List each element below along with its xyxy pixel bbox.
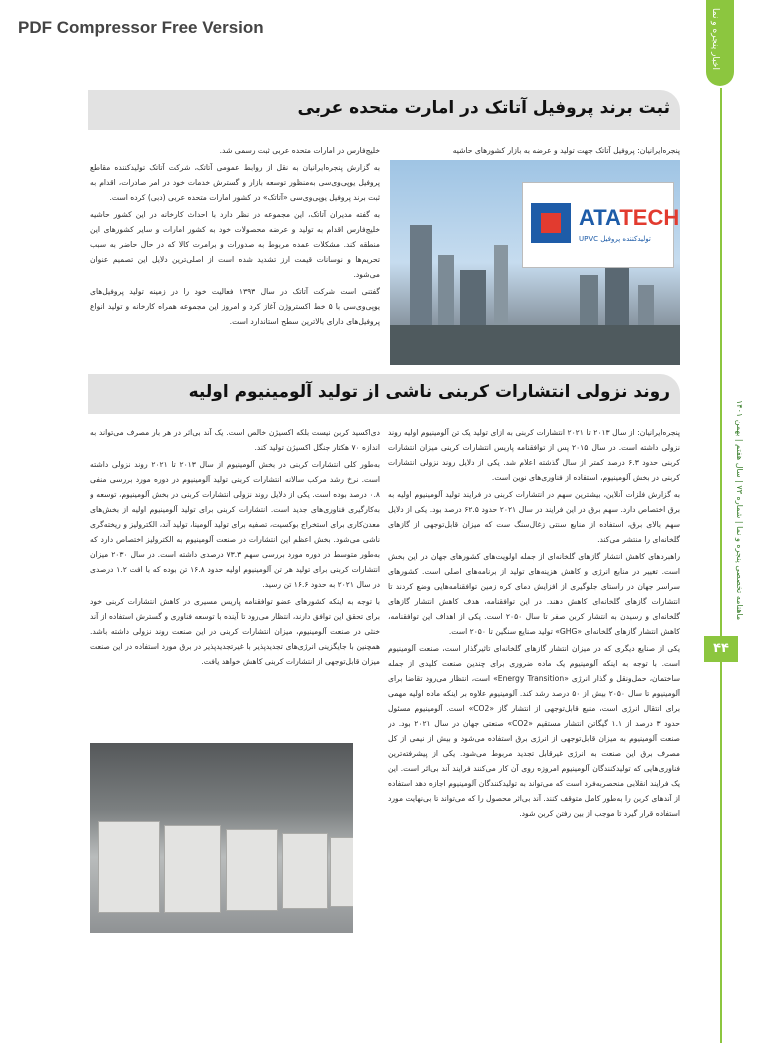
- issue-info: ماهنامه تخصصی پنجره و نما | شماره ۷۳ | سال هفتم | بهمن ۱۴۰۱: [735, 400, 744, 620]
- page-number: ۴۴: [704, 636, 738, 662]
- article1-paragraph: پنجره‌ایرانیان: پروفیل آتاتک جهت تولید و عرضه به بازار کشورهای حاشیه: [452, 146, 680, 155]
- article2-paragraph: راهبردهای کاهش انتشار گازهای گلخانه‌ای از جمله اولویت‌های کشورهای جهان در این بخش است. تغییر در منابع انرژی و کاهش هزینه‌های تولید از برنامه‌های اصلی است. کشورهای سراسر جهان در راستای جلوگیری از افزایش دمای کره زمین توافقنامه‌هایی وضع کردند تا انتشارات گازهای گلخانه‌ای کاهش دهند. در این توافقنامه، هدف کاهش انتشار گازهای گلخانه‌ای و رسیدن به انتشار کربن صفر تا سال ۲۰۵۰ است. یکی از اهداف این توافقنامه، کاهش انتشار گازهای گلخانه‌ای «GHG» تولید صنایع سنگین تا ۲۰۵۰ است.: [388, 552, 680, 636]
- article1-paragraph: گفتنی است شرکت آتاتک در سال ۱۳۹۳ فعالیت خود را در زمینه تولید پروفیل‌های یو‌پی‌وی‌سی با ۵ خط اکستروژن آغاز کرد و امروز این مجموعه همراه کارخانه و تولید انواع پروفیل‌های دارای بالاترین سطح استاندارد است.: [90, 287, 380, 326]
- machine: [164, 825, 221, 913]
- article2-paragraph: دی‌اکسید کربن نیست بلکه اکسیژن خالص است. یک آند بی‌اثر در هر بار مصرف می‌تواند به اندازه ۷۰ هکتار جنگل اکسیژن تولید کند.: [90, 428, 380, 452]
- machine: [330, 837, 353, 907]
- section-tab-label: اخبار پنجره و نما: [710, 8, 720, 70]
- article2-paragraph: به گزارش فلزات آنلاین، بیشترین سهم در انتشارات کربنی در فرایند تولید آلومینیوم اولیه به برق اختصاص دارد. سهم برق در این فرایند در سال ۲۰۲۱ حدود ۶۲.۵ درصد بود. یکی از دلایل سهم بالای برق، استفاده از منابع سنتی زغال‌سنگ ست که میزان قابل‌توجهی از گازهای گلخانه‌ای را منتشر می‌کند.: [388, 490, 680, 544]
- article1-paragraph: خلیج‌فارس در امارات متحده عربی ثبت رسمی شد.: [219, 146, 380, 155]
- article1-paragraph: به گفته مدیران آتاتک، این مجموعه در نظر دارد با احداث کارخانه در این کشور حاشیه خلیج‌فارس اقدام به تولید و عرضه محصولات خود به کشور امارات و سایر کشورهای این منطقه کند. مشکلات عمده مربوط به صدورات و برامرت کالا که در حال حاضر به سبب تحریم‌ها و نوسانات قیمت ارز تشدید شده است از اصلی‌ترین دلایل این تصمیم عنوان می‌شود.: [90, 210, 380, 279]
- logo-mark-icon: [531, 203, 571, 243]
- article1-title: ثبت برند پروفیل آتاتک در امارت متحده عربی: [297, 98, 670, 118]
- dubai-skyline-photo: [390, 160, 680, 365]
- article2-title-bar: [88, 374, 680, 414]
- atatech-logo: [522, 182, 680, 268]
- article2-title: روند نزولی انتشارات کربنی ناشی از تولید آلومینیوم اولیه: [188, 382, 670, 402]
- machine: [98, 821, 160, 913]
- article2-paragraph: پنجره‌ایرانیان: از سال ۲۰۱۳ تا ۲۰۲۱ انتشارات کربنی به ازای تولید یک تن آلومینیوم اولیه روند نزولی داشته است. در سال ۲۰۱۵ پس از توافقنامه پاریس انتشارات کربنی میزان انتشارات کربنی حدود ۶.۳ درصد کمتر از سال گذشته اعلام شد. یکی از دلایل روند نزولی انتشارات کربنی در بخش آلومینیوم، استفاده از فناوری‌های نوین است.: [388, 428, 680, 482]
- logo-wordmark-ata: ATA: [579, 205, 620, 230]
- aluminium-factory-photo: [90, 743, 353, 933]
- article1-lead: [390, 143, 680, 159]
- side-divider: [720, 88, 722, 1043]
- article2-paragraph: یکی از صنایع دیگری که در میزان انتشار گازهای گلخانه‌ای تاثیرگذار است، صنعت آلومینیوم است. با توجه به اینکه آلومینیوم یک ماده ضروری برای چندین صنعت کلیدی از جمله ساختمان، حمل‌ونقل و گذار انرژی «Energy Transition» است، انتظار می‌رود تقاضا برای آلومینیوم تا سال ۲۰۵۰ بیش از ۵۰ درصد رشد کند. آلومینیوم علاوه بر اینکه ماده اولیه مهمی برای انتقال انرژی است، منبع قابل‌توجهی از انتشار گاز «CO2» است. آلومینیوم مسئول حدود ۳ درصد از ۱.۱ گیگاتن انتشار مستقیم «CO2» صنعتی جهان در سال ۲۰۲۱ بود. در صنعت آلومینیوم به میزان قابل‌توجهی از انرژی برق استفاده می‌شود و بیش از نیمی از کل مصرف برق این صنعت به انرژی غیرقابل تجدید مربوط می‌شود. یکی از پیشرفته‌ترین فناوری‌هایی که تولیدکنندگان آلومینیوم امروزه روی آن کار می‌کنند فرایند آند بی‌اثر است. این یک فرایند انقلابی منحصربه‌فرد است که می‌تواند به تولیدکنندگان آلومینیوم اجازه دهد استفاده از آندهای کربن را به‌طور کامل متوقف کنند. آند بی‌اثر محصول را که می‌تواند تا بی‌نهایت مورد استفاده قرار گیرد تا موجب از بین رفتن کربن شود.: [388, 644, 680, 818]
- article1-column: [90, 143, 380, 365]
- article2-right-column: [388, 425, 680, 955]
- logo-subtitle: تولیدکننده پروفیل UPVC: [579, 235, 651, 243]
- machine: [226, 829, 278, 911]
- logo-wordmark: [579, 205, 679, 231]
- article2-left-column: [90, 425, 380, 735]
- article2-paragraph: به‌طور کلی انتشارات کربنی در بخش آلومینیوم از سال ۲۰۱۳ تا ۲۰۲۱ روند نزولی داشته است. نرخ رشد مرکب سالانه انتشارات کربنی تولید آلومینیوم در دوره مورد بررسی منفی ۰.۸ درصد بوده است. یکی از دلایل روند نزولی انتشارات کربنی در بخش آلومینیوم، توسعه و به‌کارگیری فناوری‌های جدید است. انتشارات کربنی برای تولید آلومینیوم اولیه از بخش‌های معدن‌کاری برای استخراج بوکسیت، تصفیه برای تولید آلومینا، تولید آند، الکترولیز و ریخته‌گری ناشی می‌شود. بخش اعظم این انتشارات در صنعت آلومینیوم به الکترولیز اختصاص دارد که به‌طور متوسط در دوره مورد بررسی سهم ۷۳.۳ درصدی داشته است. در سال ۲۰۳۰ میزان انتشارات کربنی برای تولید هر تن آلومینیوم اولیه حدود ۱۶.۸ تن بوده که با افت ۱.۲ درصدی در سال ۲۰۲۱ به حدود ۱۶.۶ تن رسید.: [90, 460, 380, 589]
- ground: [390, 325, 680, 365]
- machine: [282, 833, 328, 909]
- logo-wordmark-tech: TECH: [619, 205, 680, 230]
- watermark-text: PDF Compressor Free Version: [18, 18, 264, 37]
- article1-title-bar: [88, 90, 680, 130]
- article1-paragraph: به گزارش پنجره‌ایرانیان به نقل از روابط عمومی آتاتک، شرکت آتاتک تولیدکننده مقاطع پروفیل یو‌پی‌وی‌سی به‌منظور توسعه بازار و گسترش خدمات خود در امر صادرات، اقدام به ثبت برند پروفیل یو‌پی‌وی‌سی «آتاتک» در کشور امارات متحده عربی (دبی) کرده است.: [90, 163, 380, 202]
- article2-paragraph: با توجه به اینکه کشورهای عضو توافقنامه پاریس مسیری در کاهش انتشارات کربنی خود برای تحقق این توافق دارند، انتظار می‌رود تا آینده با توسعه فناوری و گسترش استفاده از آند خنثی در صنعت آلومینیوم، میزان انتشارات کربنی در این صنعت روند نزولی داشته باشد. همچنین با جایگزینی انرژی‌های تجدیدپذیر با غیرتجدیدپذیر در برق مورد استفاده در این صنعت میزان قابل‌توجهی از انتشارات کربنی کاهش خواهد یافت.: [90, 597, 380, 666]
- section-tab: [706, 0, 734, 86]
